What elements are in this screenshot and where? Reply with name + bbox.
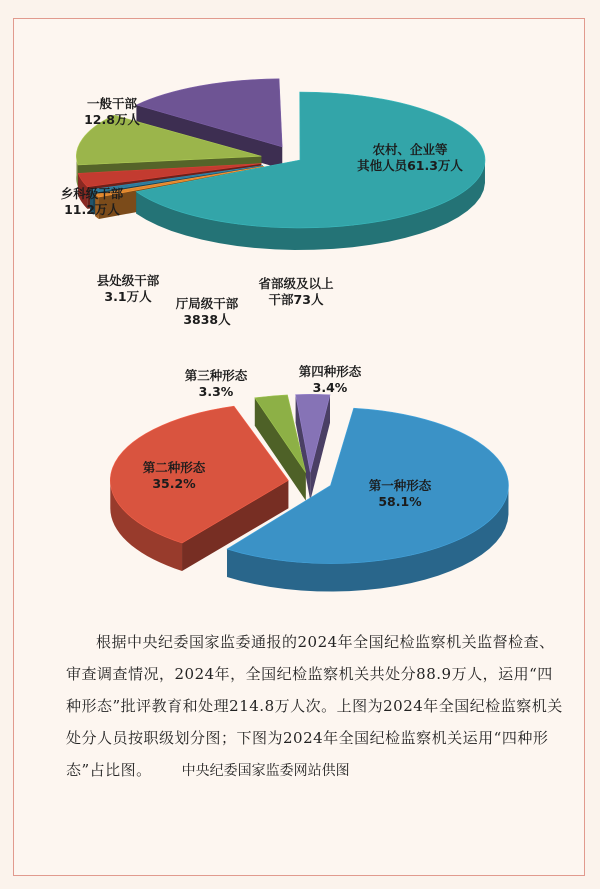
caption-text: 根据中央纪委国家监委通报的2024年全国纪检监察机关监督检查、审查调查情况，2024年，全国纪检监察机关共处分88.9万人，运用“四种形态”批评教育和处理214.8万人次。上图为2024年全国纪检监察机关处分人员按职级划分图；下图为2024年全国纪检监察机关运用“四种形态”占比图。 [66,633,563,779]
slice-label-1-1: 农村、企业等其他人员61.3万人 [357,142,463,173]
slice-label-2-3: 第三种形态 3.3% [184,368,248,399]
slice-label-2-2: 第二种形态 35.2% [142,460,206,491]
caption-source: 中央纪委国家监委网站供图 [181,763,350,779]
caption [66,626,566,787]
slice-label-1-6: 一般干部 12.8万人 [84,96,140,127]
slice-label-1-3: 厅局级干部 3838人 [175,296,239,327]
slice-label-1-5: 乡科级干部 11.2万人 [60,186,124,217]
four-forms-pie-chart [0,350,600,620]
rank-pie-chart [0,60,600,350]
slice-label-2-1: 第一种形态 58.1% [368,478,432,509]
slice-label-1-2: 省部级及以上干部73人 [258,276,334,307]
slice-label-2-4: 第四种形态 3.4% [298,364,362,395]
slice-label-1-4: 县处级干部 3.1万人 [96,273,160,304]
